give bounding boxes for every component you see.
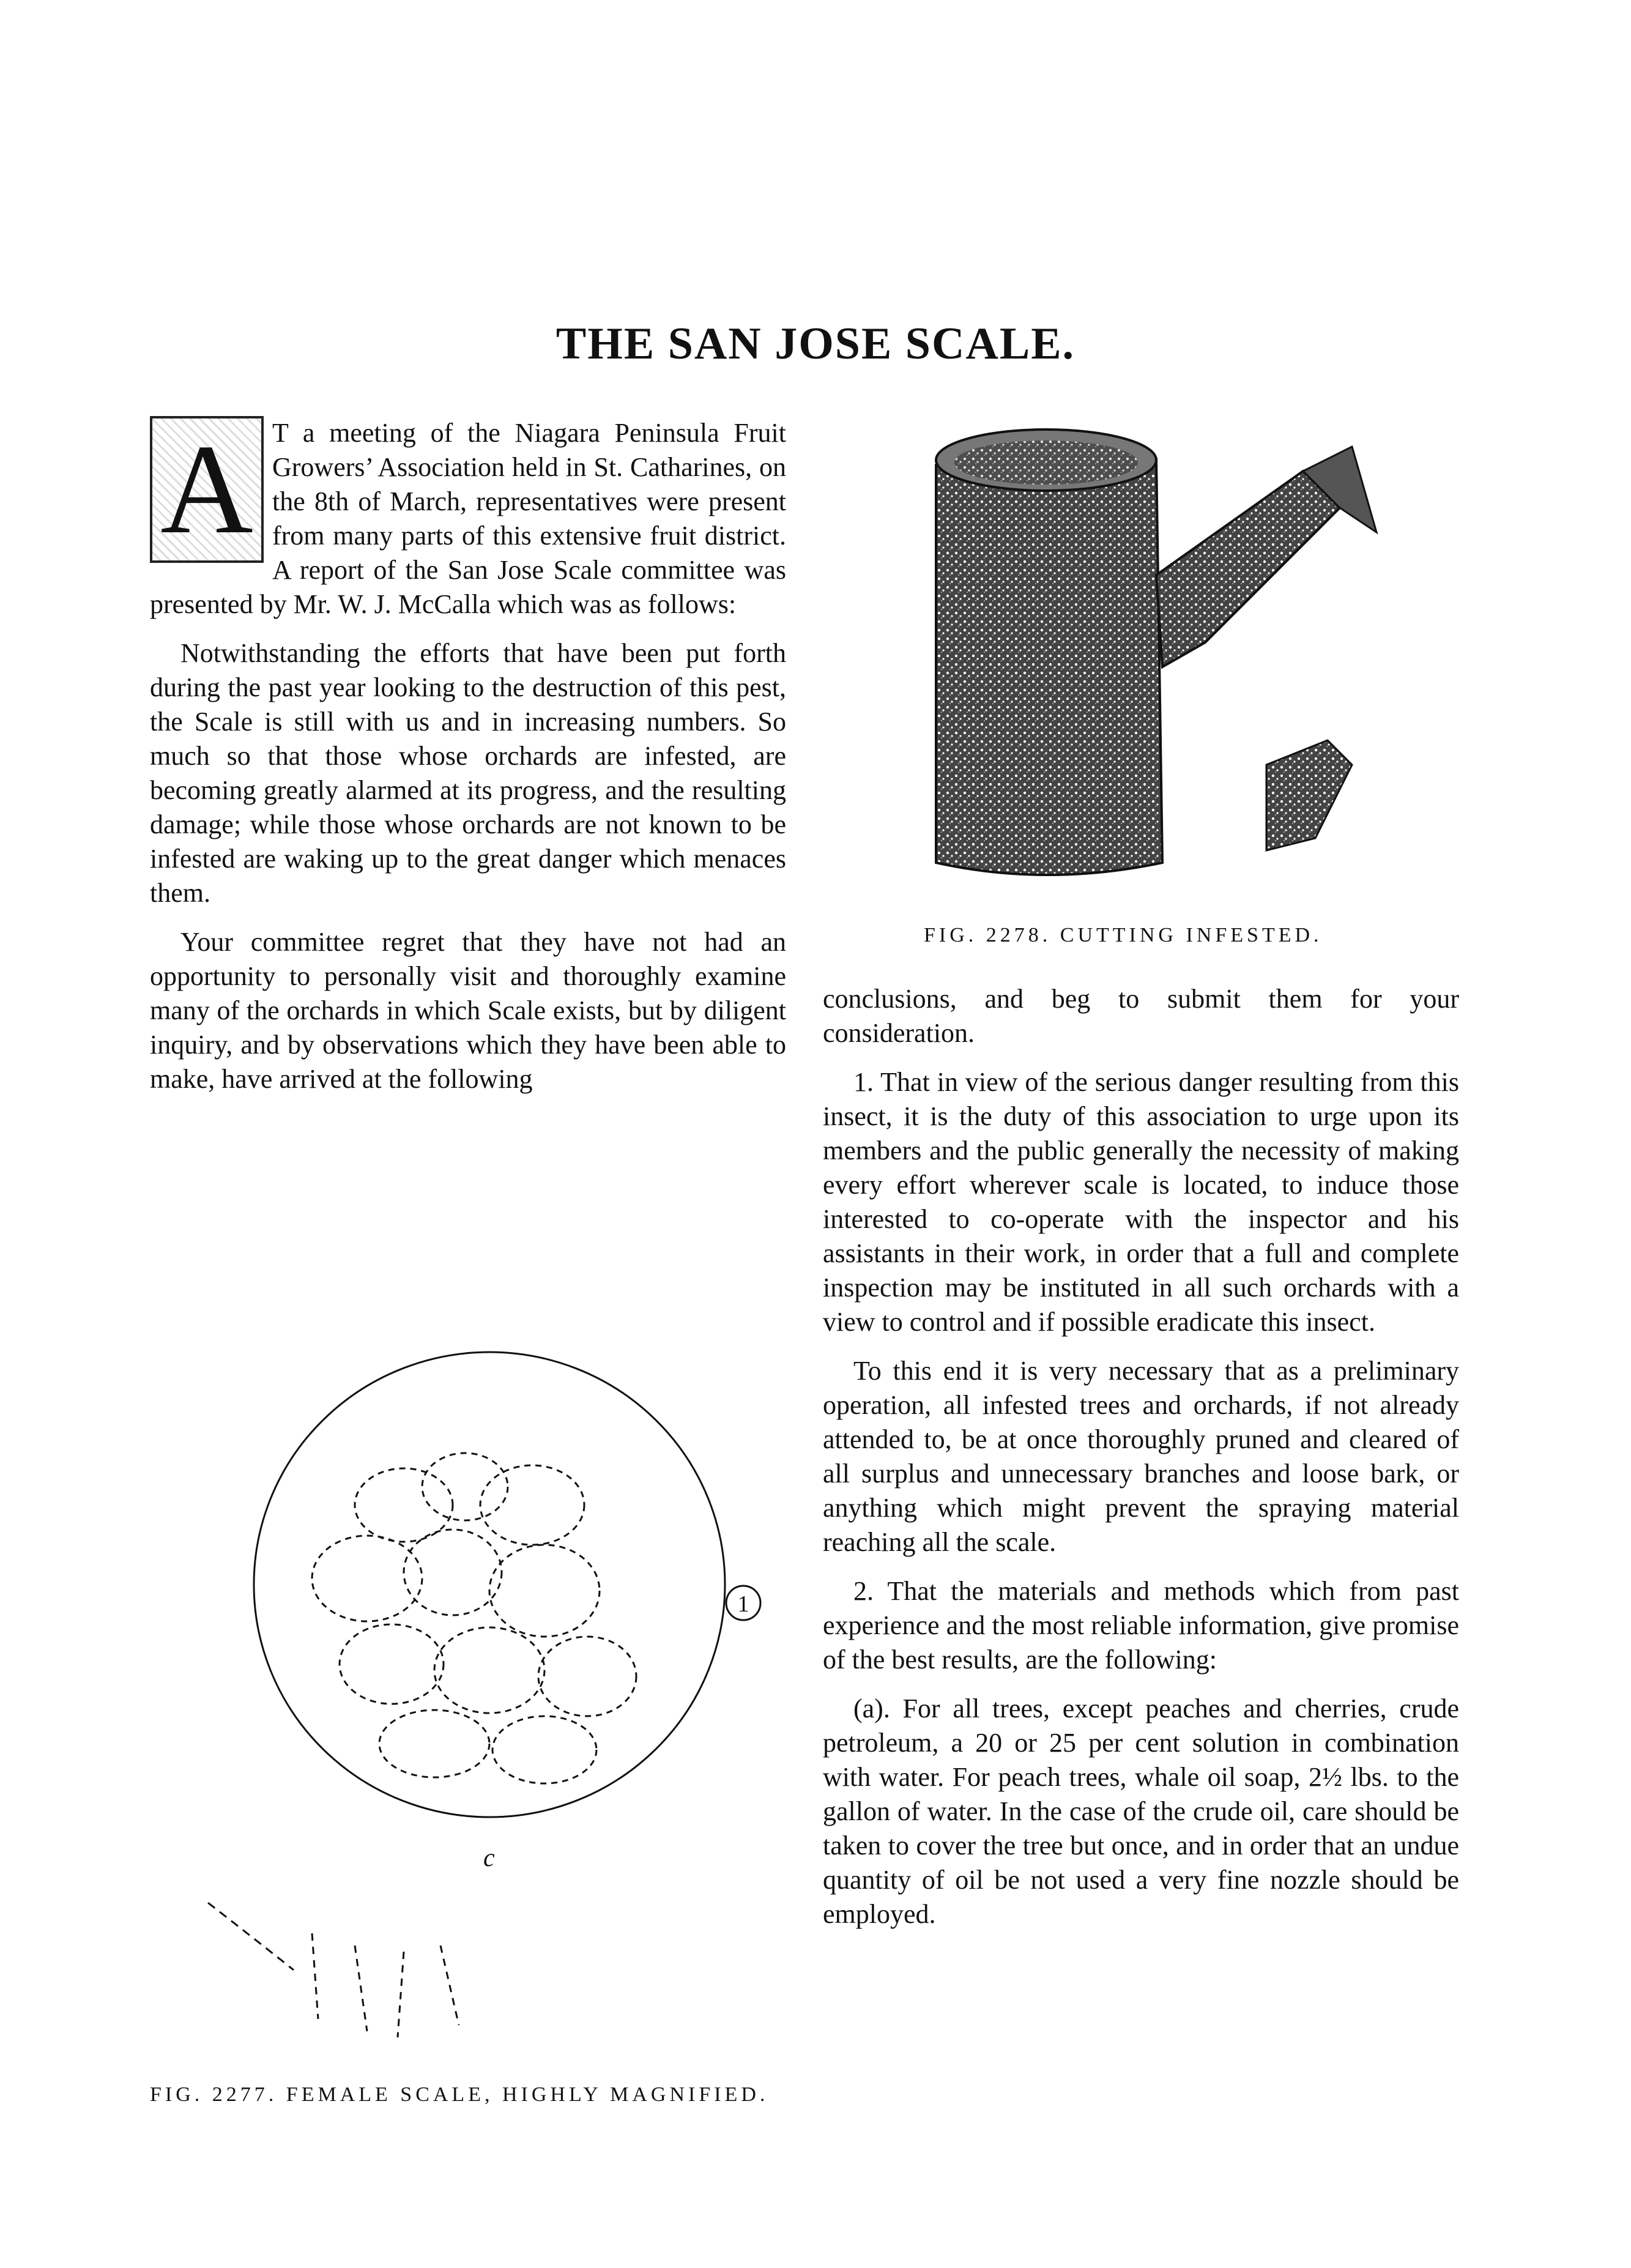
right-paragraph-5: (a). For all trees, except peaches and cherries, crude petroleum, a 20 or 25 per cent solution in combination with water. For peach trees, whale oil soap, 2½ lbs. to the gallon of water. In the case of the crude oil, care should be taken to cover the tree but once, and in order that an undue quantity of oil be not used a very fine nozzle should be employed. (823, 1694, 1459, 1929)
left-paragraph-2: Your committee regret that they have not had an opportunity to personally visit and thoroughly examine many of the orchards in which Scale exists, but by diligent inquiry, and by observations which they have been able to make, have arrived at the following (150, 927, 786, 1094)
right-column (823, 982, 1459, 1946)
right-paragraph-2: 1. That in view of the serious danger resulting from this insect, it is the duty of this association to urge upon its members and the public generally the necessity of making every effort wherever scale is located, to induce those interested to co-operate with the inspector and his assistants in their work, in order that a full and complete inspection may be instituted in all such orchards with a view to control and if possible eradicate this insect. (823, 1067, 1459, 1337)
figure-female-scale (171, 1346, 777, 2050)
left-column (150, 416, 786, 1111)
intro-paragraph (150, 416, 786, 622)
left-paragraph-1: Notwithstanding the efforts that have been put forth during the past year looking to the destruction of this pest, the Scale is still with us and in increasing numbers. So much so that those whose orchards are infested, are becoming greatly alarmed at its progress, and the resulting damage; while those whose orchards are not known to be infested are waking up to the great danger which menaces them. (150, 638, 786, 908)
right-paragraph-3: To this end it is very necessary that as a preliminary operation, all infested trees and orchards, if not already attended to, be at once thoroughly pruned and cleared of all surplus and unnecessary branches and loose bark, or anything which might prevent the spraying material reaching all the scale. (823, 1356, 1459, 1557)
right-paragraph-4: 2. That the materials and methods which from past experience and the most reliable information, give promise of the best results, are the following: (823, 1576, 1459, 1675)
figure-cutting-infested (912, 422, 1401, 899)
dropcap-letter: A (150, 416, 264, 563)
intro-text: T a meeting of the Niagara Peninsula Fruit Growers’ Association held in St. Catharines, on the 8th of March, representatives were present from many parts of this extensive fruit district. A report of the San Jose Scale committee was presented by Mr. W. J. McCalla which was as follows: (150, 418, 786, 619)
figure-2277-caption: FIG. 2277. FEMALE SCALE, HIGHLY MAGNIFIED. (150, 2083, 769, 2106)
figure-label-c: c (483, 1844, 495, 1872)
right-paragraph-1: conclusions, and beg to submit them for your consideration. (823, 984, 1459, 1048)
figure-2278-caption: FIG. 2278. CUTTING INFESTED. (924, 924, 1323, 946)
page-title: THE SAN JOSE SCALE. (555, 319, 1076, 369)
figure-label-circle: 1 (737, 1591, 749, 1617)
